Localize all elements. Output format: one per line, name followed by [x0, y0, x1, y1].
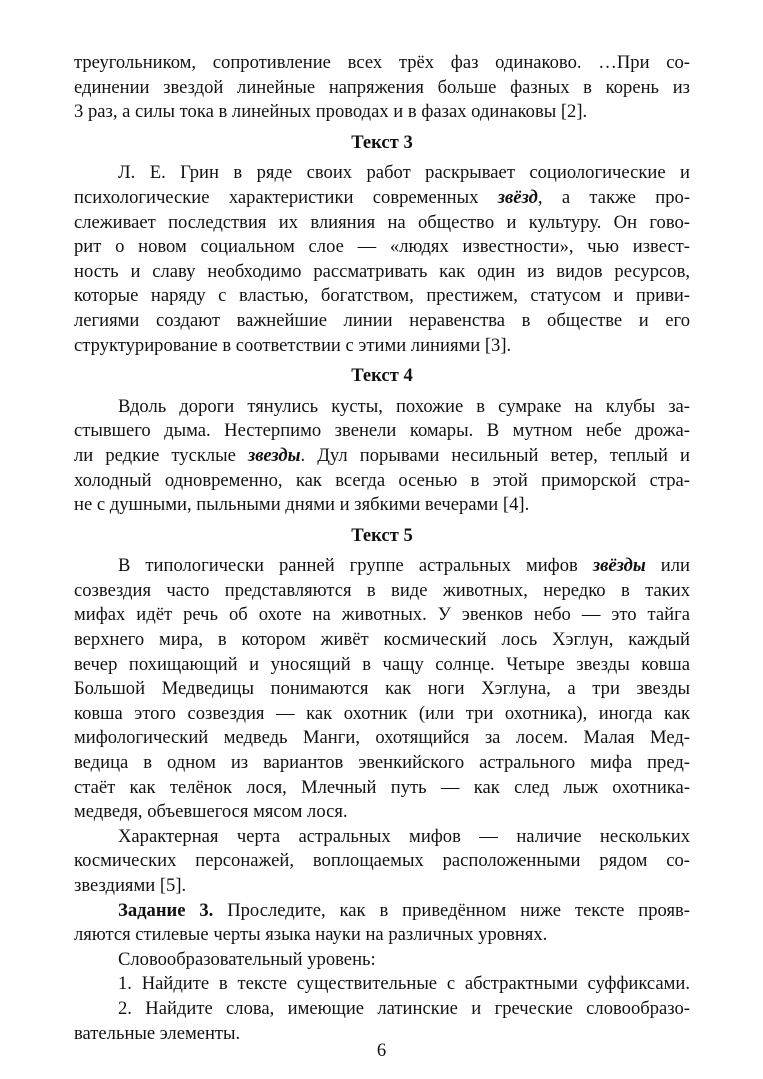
task-item-1: 1. Найдите в тексте существительные с абстрактными суффиксами. — [118, 973, 690, 995]
text-5-paragraph — [74, 554, 690, 825]
text-line: психологические характеристики современных звёзд, а также про- — [74, 186, 691, 208]
text-line: ляются стилевые черты языка науки на различных уровнях. — [74, 924, 548, 946]
text-line: медведя, объевшегося мясом лося. — [74, 801, 348, 823]
text-line: ность и славу необходимо рассматривать как один из видов ресурсов, — [74, 260, 690, 282]
text-line: мифологический медведь Манги, охотящийся за лосем. Малая Мед- — [74, 727, 690, 749]
text-line: Характерная черта астральных мифов — наличие нескольких — [118, 825, 690, 847]
text-line: звездиями [5]. — [74, 875, 187, 896]
task-item-2: 2. Найдите слова, имеющие латинские и греческие словообразо- — [118, 997, 690, 1019]
text-line: треугольником, сопротивление всех трёх фаз одинаково. …При со- — [74, 52, 690, 73]
text-line: созвездия часто представляются в виде животных, нередко в таких — [74, 579, 690, 601]
text-line: стаёт как телёнок лося, Млечный путь — как след лыж охотника- — [74, 776, 690, 798]
text-line: Задание 3. Проследите, как в приведённом ниже тексте прояв- — [118, 899, 690, 921]
heading-text-3: Текст 3 — [351, 131, 413, 153]
text-line: слеживает последствия их влияния на общество и культуру. Он гово- — [74, 211, 690, 233]
text-line: рит о новом социальном слое — «людях известности», чью извест- — [74, 236, 690, 258]
text-line: легиями создают важнейшие линии неравенства в обществе и его — [74, 309, 690, 331]
text-line: которые наряду с властью, богатством, престижем, статусом и приви- — [74, 285, 690, 307]
text-line: Вдоль дороги тянулись кусты, похожие в сумраке на клубы за- — [118, 395, 690, 417]
text-line: стывшего дыма. Нестерпимо звенели комары. В мутном небе дрожа- — [74, 420, 690, 442]
text-line: структурирование в соответствии с этими линиями [3]. — [74, 334, 512, 356]
text-line: ведица в одном из вариантов эвенкийского астрального мифа пред- — [74, 752, 690, 774]
intro-paragraph — [74, 51, 690, 125]
text-line: В типологически ранней группе астральных мифов звёзды или — [118, 555, 690, 577]
heading-text-4: Текст 4 — [351, 365, 413, 387]
text-line: единении звездой линейные напряжения больше фазных в корень из — [74, 76, 690, 98]
text-4-paragraph — [74, 395, 690, 518]
task-label: Задание 3. — [118, 899, 214, 921]
text-line: вечер похищающий и уносящий в чащу солнце. Четыре звезды ковша — [74, 653, 690, 675]
text-3-paragraph — [74, 161, 690, 358]
text-line: вательные элементы. — [74, 1022, 241, 1044]
page-number: 6 — [376, 1040, 387, 1061]
text-line: ли редкие тусклые звезды. Дул порывами несильный ветер, теплый и — [74, 444, 690, 466]
text-line: 3 раз, а силы тока в линейных проводах и в фазах одинаковы [2]. — [74, 101, 588, 123]
emphasis-word: звёзды — [592, 555, 646, 577]
text-line: Словообразовательный уровень: — [118, 948, 376, 970]
task-3 — [74, 899, 690, 1047]
text-line: не с душными, пыльными днями и зябкими вечерами [4]. — [74, 494, 530, 516]
emphasis-word: звёзд — [497, 186, 538, 208]
text-line: Большой Медведицы понимаются как ноги Хэглуна, а три звезды — [74, 678, 690, 700]
text-5-paragraph-2 — [74, 825, 690, 899]
text-line: холодный одновременно, как всегда осенью в этой приморской стра- — [74, 469, 690, 491]
text-line: верхнего мира, в котором живёт космический лось Хэглун, каждый — [74, 629, 690, 651]
text-line: Л. Е. Грин в ряде своих работ раскрывает социологические и — [118, 162, 690, 184]
page-body — [74, 51, 690, 1046]
text-line: ковша этого созвездия — как охотник (или три охотника), иногда как — [74, 702, 690, 724]
text-line: космических персонажей, воплощаемых расположенными рядом со- — [74, 850, 690, 872]
emphasis-word: звезды — [248, 444, 301, 466]
heading-text-5: Текст 5 — [351, 524, 413, 546]
text-line: мифах идёт речь об охоте на животных. У эвенков небо — это тайга — [74, 604, 690, 626]
